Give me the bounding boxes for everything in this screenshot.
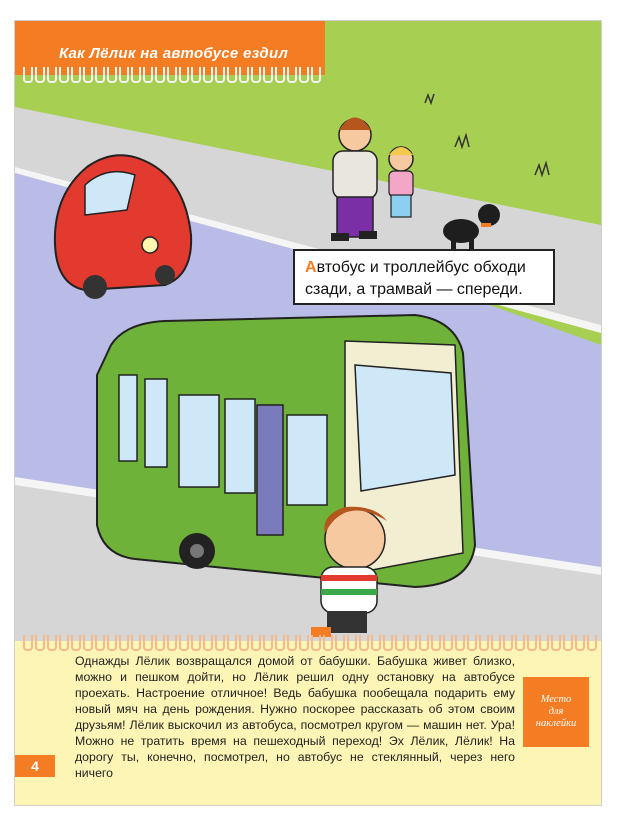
spiral-binding-bottom [15, 635, 601, 653]
sticker-line1: Место [540, 694, 572, 705]
caption-line1: втобус и троллейбус обходи [316, 259, 526, 276]
caption-first-letter: А [305, 259, 317, 276]
story-text: Однажды Лёлик возвращался домой от бабушки. Бабушка живет близко, можно и пешком дойти, но Лёлик решил одну остановку на автобусе проехать. Настроение отличное! Ведь бабушка пообещала подарить ему новый мяч на день рождения. Нужно поскорее рассказать об этом своим друзьям! Лёлик выскочил из автобуса, посмотрел кругом — машин нет. Ура! Можно не тратить время на пешеходный переход! Эх Лёлик, Лёлик! На дорогу ты, конечно, посмотрел, но автобус не стеклянный, через него ничего [75, 654, 515, 780]
sticker-line2: для [548, 706, 564, 717]
page-title: Как Лёлик на автобусе ездил [59, 45, 289, 62]
rule-caption [293, 249, 555, 305]
spiral-binding-top [15, 67, 601, 85]
green-bus [97, 315, 475, 587]
sticker-line3: наклейки [535, 718, 577, 729]
book-page [14, 20, 602, 806]
illustration [15, 75, 601, 645]
caption-line2: сзади, а трамвай — спереди. [305, 281, 523, 298]
child-figure [389, 147, 413, 217]
sticker-placeholder [523, 677, 589, 747]
page-number: 4 [15, 755, 55, 777]
story-panel [15, 641, 601, 805]
